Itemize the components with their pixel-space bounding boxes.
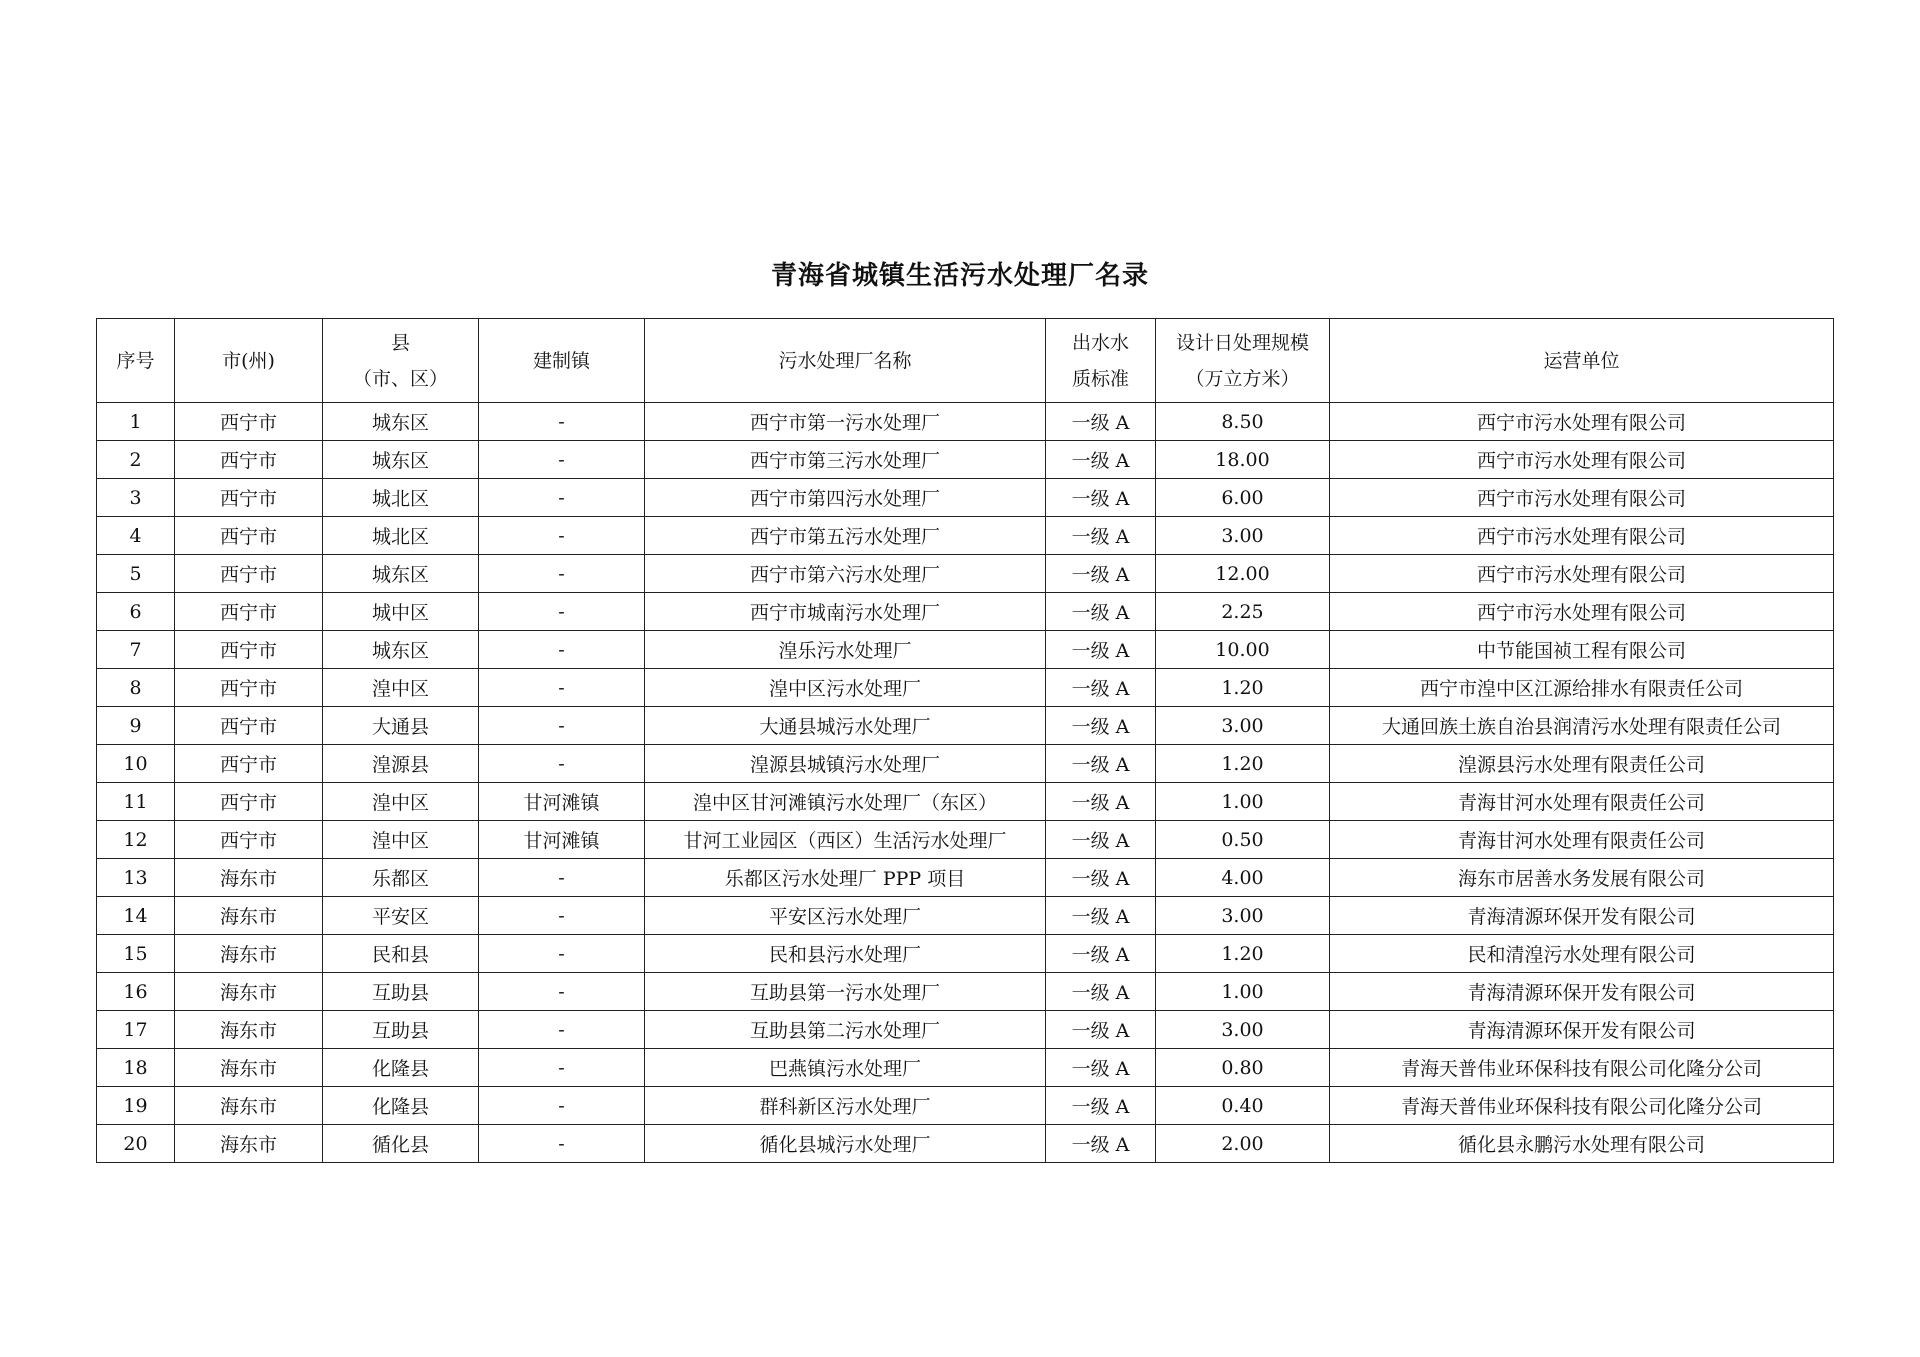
header-design-capacity: 设计日处理规模 （万立方米） — [1156, 319, 1330, 403]
cell-town: - — [479, 897, 645, 935]
cell-town: - — [479, 1125, 645, 1163]
table-row — [97, 403, 1834, 441]
cell-seq: 20 — [97, 1125, 175, 1163]
cell-plant-name: 湟中区甘河滩镇污水处理厂（东区） — [645, 783, 1046, 821]
table-row — [97, 555, 1834, 593]
cell-seq: 1 — [97, 403, 175, 441]
cell-city: 海东市 — [175, 859, 323, 897]
cell-county: 互助县 — [323, 973, 479, 1011]
cell-design-capacity: 0.50 — [1156, 821, 1330, 859]
cell-effluent-standard: 一级 A — [1046, 669, 1156, 707]
table-row — [97, 517, 1834, 555]
table-row — [97, 783, 1834, 821]
cell-effluent-standard: 一级 A — [1046, 745, 1156, 783]
cell-design-capacity: 0.80 — [1156, 1049, 1330, 1087]
cell-county: 湟中区 — [323, 669, 479, 707]
header-city: 市(州) — [175, 319, 323, 403]
cell-plant-name: 循化县城污水处理厂 — [645, 1125, 1046, 1163]
header-operator: 运营单位 — [1330, 319, 1834, 403]
cell-town: - — [479, 1049, 645, 1087]
cell-county: 城北区 — [323, 517, 479, 555]
cell-town: - — [479, 745, 645, 783]
cell-operator: 西宁市污水处理有限公司 — [1330, 441, 1834, 479]
cell-effluent-standard: 一级 A — [1046, 631, 1156, 669]
cell-seq: 10 — [97, 745, 175, 783]
cell-county: 湟中区 — [323, 783, 479, 821]
cell-plant-name: 甘河工业园区（西区）生活污水处理厂 — [645, 821, 1046, 859]
cell-operator: 西宁市污水处理有限公司 — [1330, 593, 1834, 631]
cell-operator: 西宁市湟中区江源给排水有限责任公司 — [1330, 669, 1834, 707]
cell-seq: 15 — [97, 935, 175, 973]
cell-design-capacity: 1.20 — [1156, 669, 1330, 707]
cell-seq: 4 — [97, 517, 175, 555]
cell-plant-name: 西宁市第一污水处理厂 — [645, 403, 1046, 441]
cell-county: 互助县 — [323, 1011, 479, 1049]
cell-seq: 2 — [97, 441, 175, 479]
header-county: 县 （市、区） — [323, 319, 479, 403]
cell-town: - — [479, 935, 645, 973]
cell-effluent-standard: 一级 A — [1046, 403, 1156, 441]
cell-operator: 青海清源环保开发有限公司 — [1330, 897, 1834, 935]
cell-effluent-standard: 一级 A — [1046, 1011, 1156, 1049]
cell-effluent-standard: 一级 A — [1046, 897, 1156, 935]
cell-county: 城东区 — [323, 631, 479, 669]
cell-operator: 大通回族土族自治县润清污水处理有限责任公司 — [1330, 707, 1834, 745]
cell-seq: 17 — [97, 1011, 175, 1049]
cell-city: 海东市 — [175, 1049, 323, 1087]
cell-county: 城北区 — [323, 479, 479, 517]
table-row — [97, 821, 1834, 859]
cell-effluent-standard: 一级 A — [1046, 783, 1156, 821]
cell-operator: 青海甘河水处理有限责任公司 — [1330, 821, 1834, 859]
cell-plant-name: 群科新区污水处理厂 — [645, 1087, 1046, 1125]
cell-town: - — [479, 631, 645, 669]
cell-seq: 11 — [97, 783, 175, 821]
table-row — [97, 707, 1834, 745]
cell-design-capacity: 2.25 — [1156, 593, 1330, 631]
cell-design-capacity: 1.00 — [1156, 973, 1330, 1011]
cell-effluent-standard: 一级 A — [1046, 821, 1156, 859]
cell-seq: 6 — [97, 593, 175, 631]
cell-plant-name: 互助县第二污水处理厂 — [645, 1011, 1046, 1049]
cell-effluent-standard: 一级 A — [1046, 1049, 1156, 1087]
cell-town: - — [479, 973, 645, 1011]
cell-effluent-standard: 一级 A — [1046, 479, 1156, 517]
cell-town: - — [479, 669, 645, 707]
cell-operator: 青海甘河水处理有限责任公司 — [1330, 783, 1834, 821]
cell-operator: 西宁市污水处理有限公司 — [1330, 479, 1834, 517]
cell-county: 城东区 — [323, 441, 479, 479]
cell-plant-name: 民和县污水处理厂 — [645, 935, 1046, 973]
cell-town: - — [479, 1087, 645, 1125]
cell-city: 西宁市 — [175, 517, 323, 555]
cell-operator: 青海清源环保开发有限公司 — [1330, 973, 1834, 1011]
cell-plant-name: 互助县第一污水处理厂 — [645, 973, 1046, 1011]
cell-operator: 西宁市污水处理有限公司 — [1330, 555, 1834, 593]
cell-operator: 青海天普伟业环保科技有限公司化隆分公司 — [1330, 1049, 1834, 1087]
table-row — [97, 631, 1834, 669]
cell-seq: 8 — [97, 669, 175, 707]
cell-city: 西宁市 — [175, 479, 323, 517]
cell-seq: 18 — [97, 1049, 175, 1087]
cell-plant-name: 西宁市第六污水处理厂 — [645, 555, 1046, 593]
table-header-row — [97, 319, 1834, 403]
cell-city: 西宁市 — [175, 631, 323, 669]
cell-effluent-standard: 一级 A — [1046, 517, 1156, 555]
cell-plant-name: 西宁市第五污水处理厂 — [645, 517, 1046, 555]
cell-town: 甘河滩镇 — [479, 821, 645, 859]
cell-operator: 循化县永鹏污水处理有限公司 — [1330, 1125, 1834, 1163]
cell-design-capacity: 1.00 — [1156, 783, 1330, 821]
cell-effluent-standard: 一级 A — [1046, 593, 1156, 631]
header-seq: 序号 — [97, 319, 175, 403]
cell-county: 乐都区 — [323, 859, 479, 897]
table-row — [97, 973, 1834, 1011]
cell-town: 甘河滩镇 — [479, 783, 645, 821]
cell-seq: 7 — [97, 631, 175, 669]
cell-design-capacity: 1.20 — [1156, 745, 1330, 783]
cell-city: 海东市 — [175, 1125, 323, 1163]
cell-design-capacity: 2.00 — [1156, 1125, 1330, 1163]
cell-plant-name: 大通县城污水处理厂 — [645, 707, 1046, 745]
cell-town: - — [479, 1011, 645, 1049]
table-row — [97, 859, 1834, 897]
cell-town: - — [479, 441, 645, 479]
cell-plant-name: 巴燕镇污水处理厂 — [645, 1049, 1046, 1087]
cell-town: - — [479, 403, 645, 441]
cell-seq: 9 — [97, 707, 175, 745]
cell-plant-name: 西宁市第四污水处理厂 — [645, 479, 1046, 517]
table-row — [97, 1049, 1834, 1087]
table-row — [97, 935, 1834, 973]
cell-effluent-standard: 一级 A — [1046, 1087, 1156, 1125]
cell-town: - — [479, 555, 645, 593]
cell-county: 城东区 — [323, 555, 479, 593]
cell-design-capacity: 1.20 — [1156, 935, 1330, 973]
cell-plant-name: 西宁市城南污水处理厂 — [645, 593, 1046, 631]
table-row — [97, 897, 1834, 935]
cell-county: 民和县 — [323, 935, 479, 973]
cell-effluent-standard: 一级 A — [1046, 859, 1156, 897]
cell-town: - — [479, 517, 645, 555]
cell-design-capacity: 0.40 — [1156, 1087, 1330, 1125]
table-row — [97, 1125, 1834, 1163]
cell-design-capacity: 6.00 — [1156, 479, 1330, 517]
cell-county: 循化县 — [323, 1125, 479, 1163]
header-plant-name: 污水处理厂名称 — [645, 319, 1046, 403]
page-title: 青海省城镇生活污水处理厂名录 — [770, 261, 1149, 291]
cell-plant-name: 乐都区污水处理厂 PPP 项目 — [645, 859, 1046, 897]
cell-operator: 中节能国祯工程有限公司 — [1330, 631, 1834, 669]
plant-directory-table — [96, 318, 1834, 1163]
cell-effluent-standard: 一级 A — [1046, 973, 1156, 1011]
cell-county: 湟源县 — [323, 745, 479, 783]
cell-city: 西宁市 — [175, 745, 323, 783]
cell-design-capacity: 10.00 — [1156, 631, 1330, 669]
cell-seq: 14 — [97, 897, 175, 935]
cell-operator: 西宁市污水处理有限公司 — [1330, 517, 1834, 555]
cell-seq: 16 — [97, 973, 175, 1011]
cell-seq: 3 — [97, 479, 175, 517]
cell-county: 大通县 — [323, 707, 479, 745]
cell-plant-name: 湟乐污水处理厂 — [645, 631, 1046, 669]
cell-effluent-standard: 一级 A — [1046, 935, 1156, 973]
table-row — [97, 1087, 1834, 1125]
header-effluent-standard: 出水水 质标准 — [1046, 319, 1156, 403]
cell-design-capacity: 8.50 — [1156, 403, 1330, 441]
cell-town: - — [479, 479, 645, 517]
cell-operator: 民和清湟污水处理有限公司 — [1330, 935, 1834, 973]
cell-city: 西宁市 — [175, 593, 323, 631]
cell-city: 海东市 — [175, 1087, 323, 1125]
table-row — [97, 745, 1834, 783]
cell-effluent-standard: 一级 A — [1046, 441, 1156, 479]
cell-design-capacity: 3.00 — [1156, 517, 1330, 555]
cell-city: 西宁市 — [175, 555, 323, 593]
cell-plant-name: 西宁市第三污水处理厂 — [645, 441, 1046, 479]
cell-county: 化隆县 — [323, 1087, 479, 1125]
cell-design-capacity: 12.00 — [1156, 555, 1330, 593]
cell-seq: 5 — [97, 555, 175, 593]
cell-city: 西宁市 — [175, 707, 323, 745]
cell-city: 西宁市 — [175, 441, 323, 479]
table-row — [97, 441, 1834, 479]
table-body — [97, 403, 1834, 1163]
cell-effluent-standard: 一级 A — [1046, 707, 1156, 745]
cell-town: - — [479, 859, 645, 897]
cell-city: 西宁市 — [175, 403, 323, 441]
cell-county: 湟中区 — [323, 821, 479, 859]
cell-city: 海东市 — [175, 1011, 323, 1049]
cell-county: 化隆县 — [323, 1049, 479, 1087]
cell-town: - — [479, 707, 645, 745]
cell-plant-name: 湟源县城镇污水处理厂 — [645, 745, 1046, 783]
cell-county: 平安区 — [323, 897, 479, 935]
table-row — [97, 1011, 1834, 1049]
table-row — [97, 669, 1834, 707]
cell-plant-name: 平安区污水处理厂 — [645, 897, 1046, 935]
cell-county: 城中区 — [323, 593, 479, 631]
cell-city: 西宁市 — [175, 821, 323, 859]
cell-design-capacity: 4.00 — [1156, 859, 1330, 897]
cell-town: - — [479, 593, 645, 631]
cell-design-capacity: 3.00 — [1156, 897, 1330, 935]
cell-city: 海东市 — [175, 897, 323, 935]
cell-operator: 青海天普伟业环保科技有限公司化隆分公司 — [1330, 1087, 1834, 1125]
header-town: 建制镇 — [479, 319, 645, 403]
cell-effluent-standard: 一级 A — [1046, 1125, 1156, 1163]
cell-design-capacity: 3.00 — [1156, 707, 1330, 745]
table-row — [97, 593, 1834, 631]
cell-city: 西宁市 — [175, 783, 323, 821]
cell-seq: 13 — [97, 859, 175, 897]
cell-city: 西宁市 — [175, 669, 323, 707]
table-row — [97, 479, 1834, 517]
cell-city: 海东市 — [175, 935, 323, 973]
cell-city: 海东市 — [175, 973, 323, 1011]
cell-design-capacity: 3.00 — [1156, 1011, 1330, 1049]
cell-seq: 19 — [97, 1087, 175, 1125]
cell-operator: 西宁市污水处理有限公司 — [1330, 403, 1834, 441]
cell-effluent-standard: 一级 A — [1046, 555, 1156, 593]
cell-operator: 海东市居善水务发展有限公司 — [1330, 859, 1834, 897]
cell-plant-name: 湟中区污水处理厂 — [645, 669, 1046, 707]
cell-design-capacity: 18.00 — [1156, 441, 1330, 479]
cell-operator: 湟源县污水处理有限责任公司 — [1330, 745, 1834, 783]
cell-county: 城东区 — [323, 403, 479, 441]
cell-operator: 青海清源环保开发有限公司 — [1330, 1011, 1834, 1049]
cell-seq: 12 — [97, 821, 175, 859]
